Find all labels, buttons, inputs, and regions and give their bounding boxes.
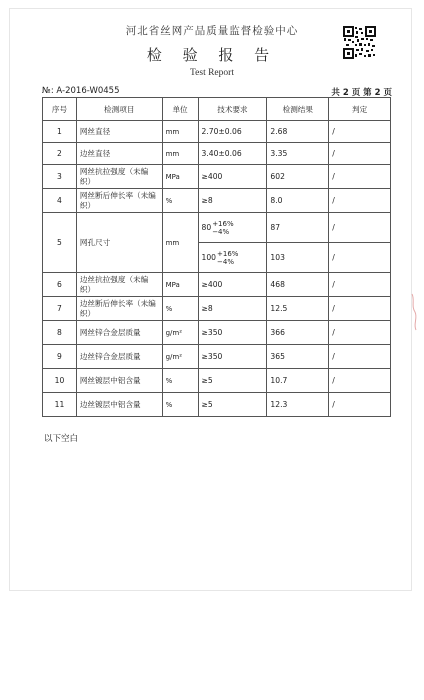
row-item: 边丝直径 [76,143,162,165]
row-judgement: / [329,393,391,417]
row-result: 365 [267,345,329,369]
table-row [43,393,391,417]
table-row [43,121,391,143]
report-number: №: A-2016-W0455 [42,86,120,96]
row-judgement: / [329,243,391,273]
row-unit: MPa [162,273,198,297]
row-seq: 10 [43,369,77,393]
row-unit: % [162,393,198,417]
row-seq: 5 [43,213,77,273]
row-seq: 7 [43,297,77,321]
row-judgement: / [329,345,391,369]
row-seq: 1 [43,121,77,143]
tolerance-lower: −4% [212,227,230,236]
row-item: 网丝断后伸长率（未编织） [76,189,162,213]
row-result: 366 [267,321,329,345]
table-row [43,297,391,321]
row-seq: 2 [43,143,77,165]
row-unit: MPa [162,165,198,189]
row-judgement: / [329,213,391,243]
row-item: 网丝直径 [76,121,162,143]
row-judgement: / [329,369,391,393]
row-item: 网丝锌合金层质量 [76,321,162,345]
row-judgement: / [329,273,391,297]
row-judgement: / [329,165,391,189]
row-result: 12.5 [267,297,329,321]
row-requirement: ≥350 [198,345,267,369]
row-result: 468 [267,273,329,297]
header-item: 检测项目 [76,98,162,121]
table-header-row [43,98,391,121]
row-result: 87 [267,213,329,243]
row-unit: % [162,369,198,393]
tolerance-base: 100 [201,253,217,262]
end-of-content-note: 以下空白 [44,434,79,444]
row-unit: % [162,297,198,321]
table-row [43,321,391,345]
row-result: 10.7 [267,369,329,393]
header-result: 检测结果 [267,98,329,121]
row-requirement: ≥8 [198,189,267,213]
row-seq: 11 [43,393,77,417]
tolerance-value [202,220,234,236]
test-results-table [42,97,391,417]
row-requirement: ≥400 [198,165,267,189]
row-judgement: / [329,121,391,143]
tolerance-base: 80 [201,223,212,232]
row-item: 网孔尺寸 [76,213,162,273]
row-item: 边丝镀层中铝含量 [76,393,162,417]
row-requirement: 3.40±0.06 [198,143,267,165]
row-judgement: / [329,321,391,345]
row-unit: g/m² [162,345,198,369]
margin-seal-fragment [409,292,419,332]
row-result: 103 [267,243,329,273]
row-unit: % [162,189,198,213]
row-seq: 8 [43,321,77,345]
row-requirement [198,213,267,243]
report-subtitle: Test Report [190,68,234,78]
row-requirement: 2.70±0.06 [198,121,267,143]
row-seq: 9 [43,345,77,369]
table-row [43,165,391,189]
row-requirement: ≥400 [198,273,267,297]
organization-name: 河北省丝网产品质量监督检验中心 [125,25,299,37]
tolerance-lower: −4% [217,257,234,266]
header-seq: 序号 [43,98,77,121]
page-count: 共 2 页 第 2 页 [331,88,392,98]
row-result: 3.35 [267,143,329,165]
report-title: 检 验 报 告 [146,46,278,64]
row-item: 网丝镀层中铝含量 [76,369,162,393]
row-item: 边丝断后伸长率（未编织） [76,297,162,321]
row-item: 边丝抗拉强度（未编织） [76,273,162,297]
row-result: 602 [267,165,329,189]
row-judgement: / [329,143,391,165]
row-item: 边丝锌合金层质量 [76,345,162,369]
row-unit: g/m² [162,321,198,345]
row-result: 2.68 [267,121,329,143]
table-row [43,189,391,213]
row-seq: 4 [43,189,77,213]
row-unit: mm [162,121,198,143]
table-row [43,345,391,369]
row-requirement: ≥5 [198,393,267,417]
row-seq: 6 [43,273,77,297]
table-row [43,143,391,165]
row-result: 8.0 [267,189,329,213]
table-row [43,213,391,243]
header-unit: 单位 [162,98,198,121]
table-row [43,273,391,297]
row-requirement: ≥8 [198,297,267,321]
tolerance-value [202,250,239,266]
header-requirement: 技术要求 [198,98,267,121]
row-judgement: / [329,189,391,213]
row-unit: mm [162,213,198,273]
row-item: 网丝抗拉强度（未编织） [76,165,162,189]
tolerance-upper: +16% [212,219,234,228]
row-unit: mm [162,143,198,165]
table-row [43,369,391,393]
row-requirement: ≥350 [198,321,267,345]
header-judgement: 判定 [329,98,391,121]
row-requirement: ≥5 [198,369,267,393]
row-result: 12.3 [267,393,329,417]
tolerance-upper: +16% [217,249,239,258]
row-requirement [198,243,267,273]
row-judgement: / [329,297,391,321]
row-seq: 3 [43,165,77,189]
qr-code-icon [343,26,376,59]
